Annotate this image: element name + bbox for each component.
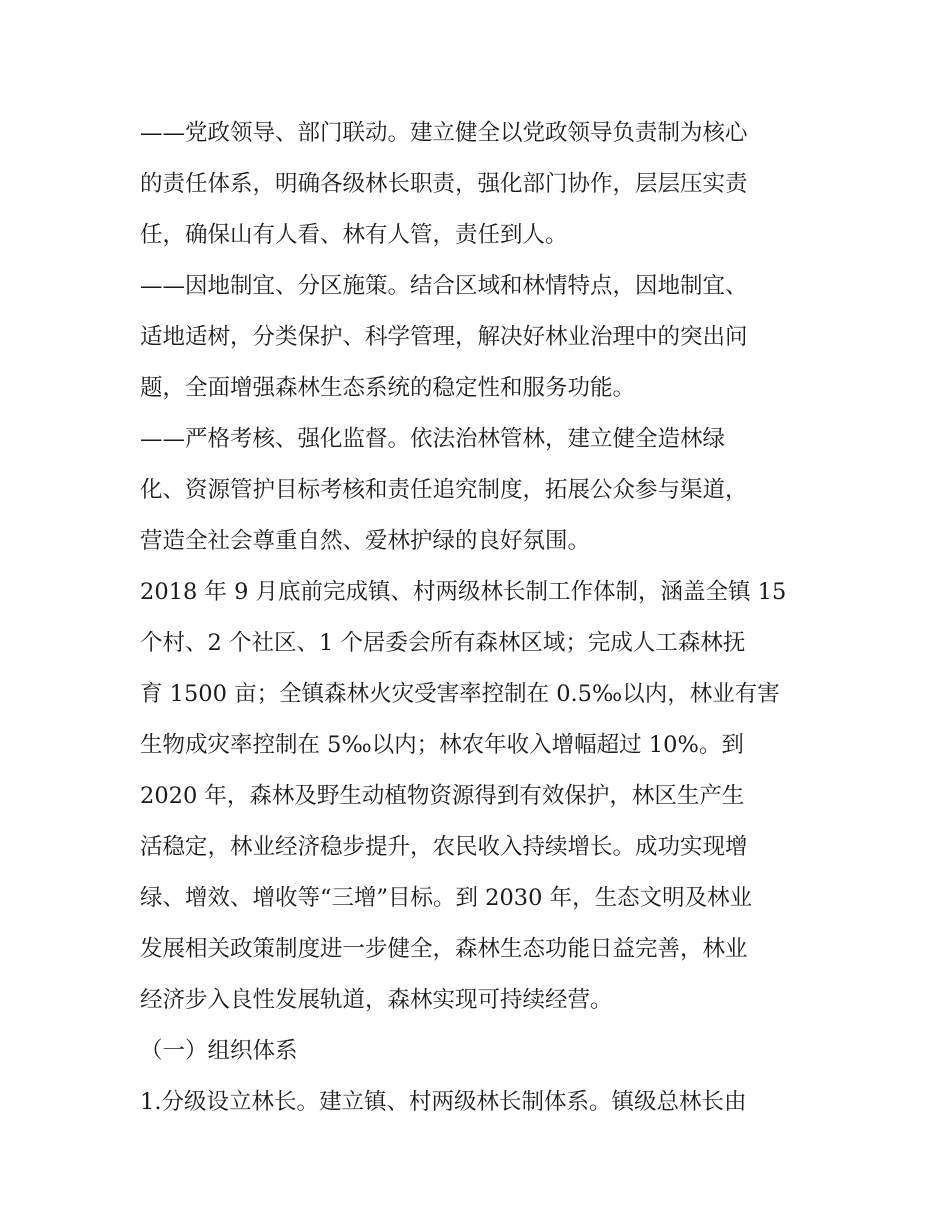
text-line: 发展相关政策制度进一步健全，森林生态功能日益完善，林业 (140, 936, 748, 962)
text-line: 2020 年，森林及野生动植物资源得到有效保护，林区生产生 (140, 783, 745, 809)
text-line: 生物成灾率控制在 5‰以内；林农年收入增幅超过 10%。到 (140, 732, 744, 758)
text-line: 的责任体系，明确各级林长职责，强化部门协作，层层压实责 (140, 171, 748, 197)
text-line: ——严格考核、强化监督。依法治林管林，建立健全造林绿 (140, 426, 726, 452)
text-line: ——党政领导、部门联动。建立健全以党政领导负责制为核心 (140, 120, 748, 146)
text-line: 个村、2 个社区、1 个居委会所有森林区域；完成人工森林抚 (140, 630, 746, 656)
text-line: 2018 年 9 月底前完成镇、村两级林长制工作体制，涵盖全镇 15 (140, 579, 787, 605)
text-line: 1.分级设立林长。建立镇、村两级林长制体系。镇级总林长由 (140, 1089, 747, 1115)
section-heading: （一）组织体系 (140, 1038, 298, 1064)
text-line: 活稳定，林业经济稳步提升，农民收入持续增长。成功实现增 (140, 834, 748, 860)
text-line: 营造全社会尊重自然、爱林护绿的良好氛围。 (140, 528, 591, 554)
text-line: 化、资源管护目标考核和责任追究制度，拓展公众参与渠道， (140, 477, 748, 503)
text-line: 经济步入良性发展轨道，森林实现可持续经营。 (140, 987, 613, 1013)
text-line: 育 1500 亩；全镇森林火灾受害率控制在 0.5‰以内，林业有害 (140, 681, 780, 707)
text-line: 适地适树，分类保护、科学管理，解决好林业治理中的突出问 (140, 324, 748, 350)
text-line: 题，全面增强森林生态系统的稳定性和服务功能。 (140, 375, 636, 401)
body-text (140, 108, 820, 1128)
text-line: 任，确保山有人看、林有人管，责任到人。 (140, 222, 568, 248)
text-line: ——因地制宜、分区施策。结合区域和林情特点，因地制宜、 (140, 273, 748, 299)
text-line: 绿、增效、增收等“三增”目标。到 2030 年，生态文明及林业 (140, 885, 753, 911)
